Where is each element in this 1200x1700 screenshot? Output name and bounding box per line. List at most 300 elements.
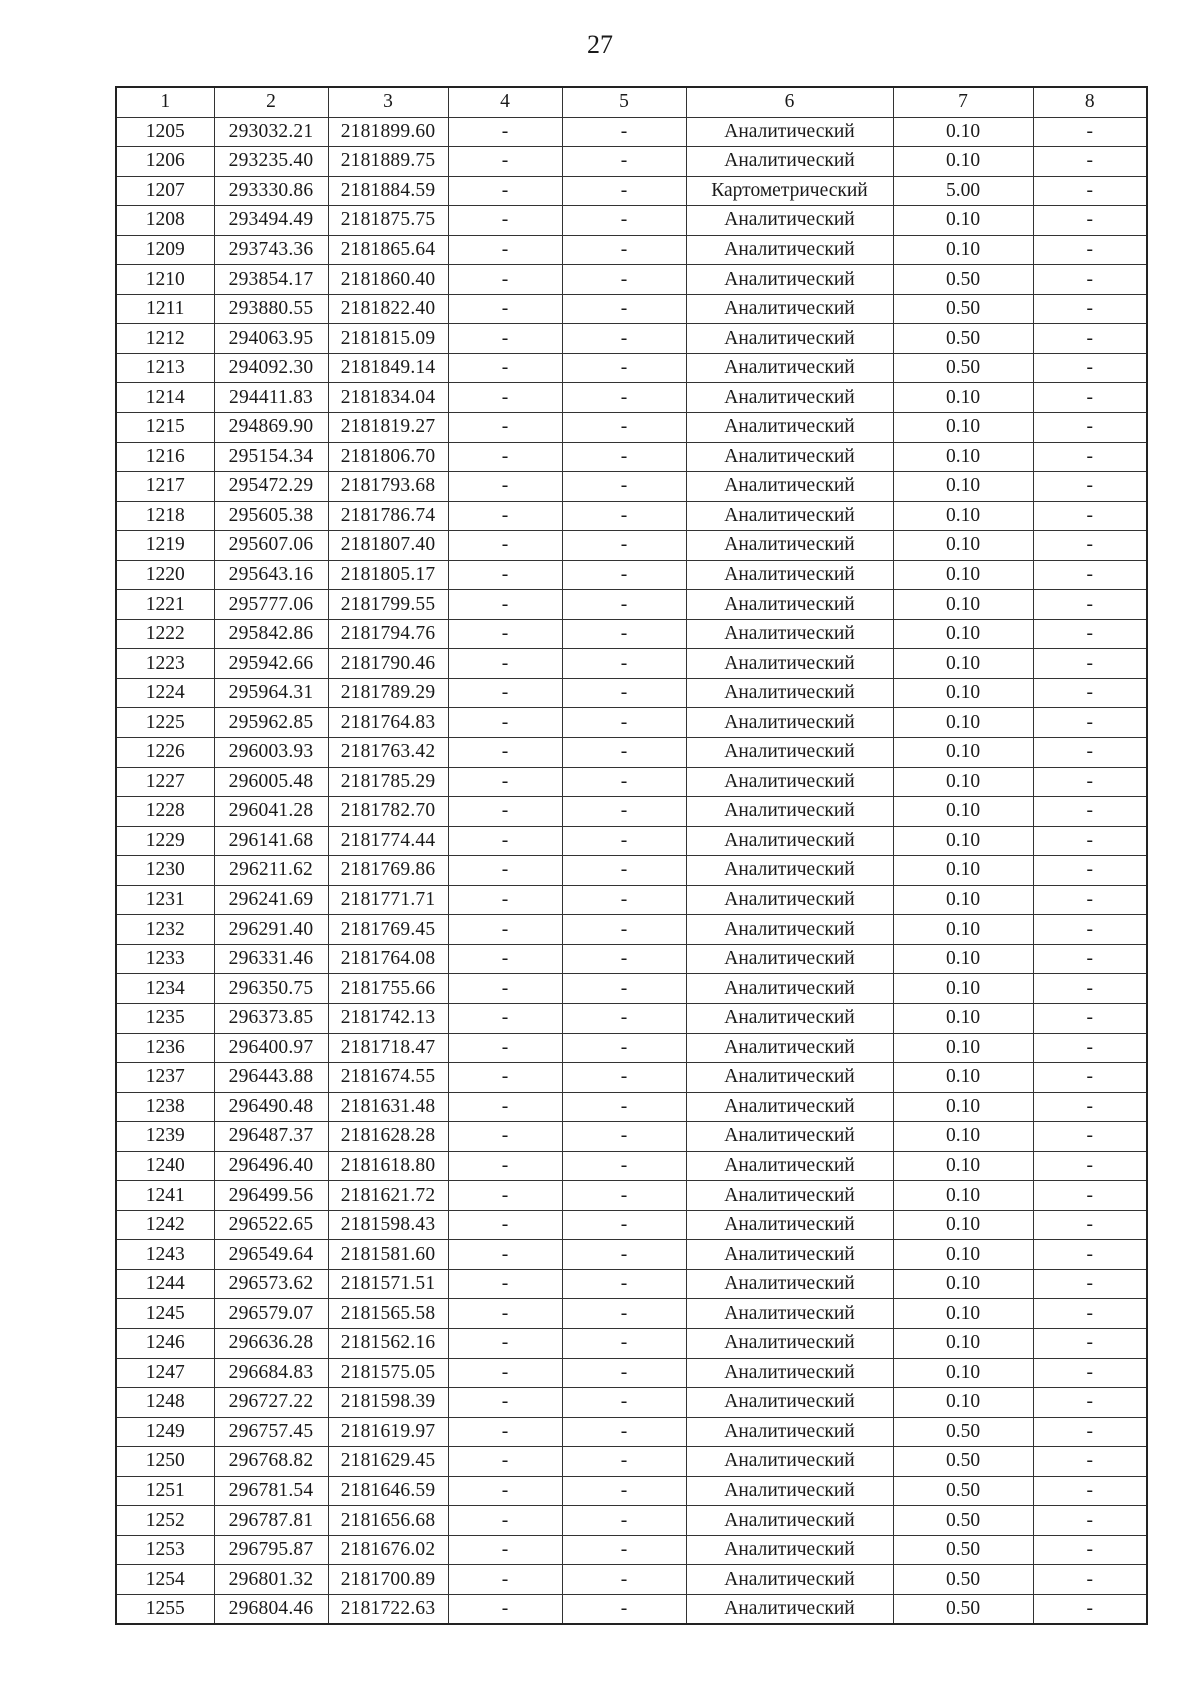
x-coordinate-cell: 296331.46 xyxy=(214,944,328,974)
table-row xyxy=(116,117,1147,147)
method-cell: Аналитический xyxy=(686,353,893,383)
method-cell: Аналитический xyxy=(686,1328,893,1358)
point-number-cell: 1206 xyxy=(116,147,214,177)
table-row xyxy=(116,974,1147,1004)
precision-cell: 0.10 xyxy=(893,619,1033,649)
table-row xyxy=(116,235,1147,265)
method-cell: Аналитический xyxy=(686,856,893,886)
col-5-cell: - xyxy=(562,1388,686,1418)
col-4-cell: - xyxy=(448,1240,562,1270)
precision-cell: 0.50 xyxy=(893,324,1033,354)
table-row xyxy=(116,472,1147,502)
y-coordinate-cell: 2181794.76 xyxy=(328,619,448,649)
x-coordinate-cell: 293743.36 xyxy=(214,235,328,265)
precision-cell: 0.50 xyxy=(893,1594,1033,1624)
x-coordinate-cell: 296804.46 xyxy=(214,1594,328,1624)
col-5-cell: - xyxy=(562,944,686,974)
col-5-cell: - xyxy=(562,442,686,472)
x-coordinate-cell: 296573.62 xyxy=(214,1269,328,1299)
method-cell: Аналитический xyxy=(686,1594,893,1624)
col-8-cell: - xyxy=(1033,1476,1147,1506)
column-header-3: 3 xyxy=(328,87,448,117)
method-cell: Аналитический xyxy=(686,619,893,649)
y-coordinate-cell: 2181771.71 xyxy=(328,885,448,915)
table-row xyxy=(116,324,1147,354)
col-8-cell: - xyxy=(1033,1210,1147,1240)
col-4-cell: - xyxy=(448,531,562,561)
x-coordinate-cell: 295842.86 xyxy=(214,619,328,649)
y-coordinate-cell: 2181834.04 xyxy=(328,383,448,413)
y-coordinate-cell: 2181676.02 xyxy=(328,1535,448,1565)
precision-cell: 0.10 xyxy=(893,856,1033,886)
col-5-cell: - xyxy=(562,649,686,679)
col-5-cell: - xyxy=(562,1122,686,1152)
table-row xyxy=(116,1417,1147,1447)
col-5-cell: - xyxy=(562,413,686,443)
col-4-cell: - xyxy=(448,1358,562,1388)
point-number-cell: 1245 xyxy=(116,1299,214,1329)
table-row xyxy=(116,1063,1147,1093)
table-row xyxy=(116,1328,1147,1358)
column-header-4: 4 xyxy=(448,87,562,117)
table-row xyxy=(116,176,1147,206)
col-8-cell: - xyxy=(1033,1358,1147,1388)
table-row xyxy=(116,944,1147,974)
method-cell: Аналитический xyxy=(686,1240,893,1270)
table-row xyxy=(116,1003,1147,1033)
x-coordinate-cell: 296496.40 xyxy=(214,1151,328,1181)
method-cell: Аналитический xyxy=(686,885,893,915)
col-4-cell: - xyxy=(448,974,562,1004)
x-coordinate-cell: 296684.83 xyxy=(214,1358,328,1388)
col-8-cell: - xyxy=(1033,1535,1147,1565)
precision-cell: 0.10 xyxy=(893,974,1033,1004)
x-coordinate-cell: 296781.54 xyxy=(214,1476,328,1506)
col-8-cell: - xyxy=(1033,413,1147,443)
method-cell: Аналитический xyxy=(686,1063,893,1093)
column-header-5: 5 xyxy=(562,87,686,117)
x-coordinate-cell: 296373.85 xyxy=(214,1003,328,1033)
y-coordinate-cell: 2181722.63 xyxy=(328,1594,448,1624)
col-4-cell: - xyxy=(448,294,562,324)
point-number-cell: 1247 xyxy=(116,1358,214,1388)
col-8-cell: - xyxy=(1033,1033,1147,1063)
point-number-cell: 1250 xyxy=(116,1447,214,1477)
y-coordinate-cell: 2181849.14 xyxy=(328,353,448,383)
col-4-cell: - xyxy=(448,944,562,974)
table-row xyxy=(116,708,1147,738)
col-8-cell: - xyxy=(1033,1594,1147,1624)
y-coordinate-cell: 2181769.45 xyxy=(328,915,448,945)
col-5-cell: - xyxy=(562,1003,686,1033)
precision-cell: 0.10 xyxy=(893,413,1033,443)
point-number-cell: 1219 xyxy=(116,531,214,561)
y-coordinate-cell: 2181764.08 xyxy=(328,944,448,974)
col-5-cell: - xyxy=(562,856,686,886)
y-coordinate-cell: 2181755.66 xyxy=(328,974,448,1004)
point-number-cell: 1244 xyxy=(116,1269,214,1299)
col-5-cell: - xyxy=(562,1476,686,1506)
method-cell: Аналитический xyxy=(686,590,893,620)
x-coordinate-cell: 296801.32 xyxy=(214,1565,328,1595)
col-8-cell: - xyxy=(1033,797,1147,827)
col-5-cell: - xyxy=(562,117,686,147)
table-row xyxy=(116,206,1147,236)
col-8-cell: - xyxy=(1033,324,1147,354)
table-row xyxy=(116,560,1147,590)
point-number-cell: 1212 xyxy=(116,324,214,354)
col-5-cell: - xyxy=(562,1269,686,1299)
col-8-cell: - xyxy=(1033,265,1147,295)
x-coordinate-cell: 296487.37 xyxy=(214,1122,328,1152)
table-row xyxy=(116,1506,1147,1536)
precision-cell: 0.10 xyxy=(893,472,1033,502)
y-coordinate-cell: 2181819.27 xyxy=(328,413,448,443)
point-number-cell: 1251 xyxy=(116,1476,214,1506)
precision-cell: 0.10 xyxy=(893,1003,1033,1033)
x-coordinate-cell: 295607.06 xyxy=(214,531,328,561)
point-number-cell: 1229 xyxy=(116,826,214,856)
point-number-cell: 1235 xyxy=(116,1003,214,1033)
table-row xyxy=(116,1240,1147,1270)
col-5-cell: - xyxy=(562,708,686,738)
x-coordinate-cell: 294092.30 xyxy=(214,353,328,383)
precision-cell: 0.10 xyxy=(893,915,1033,945)
col-5-cell: - xyxy=(562,1565,686,1595)
y-coordinate-cell: 2181806.70 xyxy=(328,442,448,472)
col-8-cell: - xyxy=(1033,1388,1147,1418)
col-4-cell: - xyxy=(448,265,562,295)
precision-cell: 0.10 xyxy=(893,383,1033,413)
x-coordinate-cell: 294411.83 xyxy=(214,383,328,413)
table-body xyxy=(116,117,1147,1624)
point-number-cell: 1220 xyxy=(116,560,214,590)
y-coordinate-cell: 2181700.89 xyxy=(328,1565,448,1595)
col-8-cell: - xyxy=(1033,974,1147,1004)
precision-cell: 0.50 xyxy=(893,294,1033,324)
col-8-cell: - xyxy=(1033,501,1147,531)
y-coordinate-cell: 2181598.43 xyxy=(328,1210,448,1240)
col-4-cell: - xyxy=(448,1181,562,1211)
y-coordinate-cell: 2181889.75 xyxy=(328,147,448,177)
precision-cell: 0.10 xyxy=(893,1181,1033,1211)
point-number-cell: 1208 xyxy=(116,206,214,236)
col-5-cell: - xyxy=(562,501,686,531)
x-coordinate-cell: 296727.22 xyxy=(214,1388,328,1418)
table-row xyxy=(116,147,1147,177)
point-number-cell: 1233 xyxy=(116,944,214,974)
x-coordinate-cell: 296490.48 xyxy=(214,1092,328,1122)
precision-cell: 0.10 xyxy=(893,590,1033,620)
col-5-cell: - xyxy=(562,826,686,856)
col-4-cell: - xyxy=(448,1535,562,1565)
x-coordinate-cell: 293330.86 xyxy=(214,176,328,206)
x-coordinate-cell: 296787.81 xyxy=(214,1506,328,1536)
col-5-cell: - xyxy=(562,1151,686,1181)
page-number: 27 xyxy=(587,30,613,59)
table-row xyxy=(116,826,1147,856)
col-8-cell: - xyxy=(1033,885,1147,915)
y-coordinate-cell: 2181875.75 xyxy=(328,206,448,236)
column-header-6: 6 xyxy=(686,87,893,117)
method-cell: Аналитический xyxy=(686,1565,893,1595)
precision-cell: 0.50 xyxy=(893,1565,1033,1595)
precision-cell: 0.10 xyxy=(893,1092,1033,1122)
precision-cell: 0.10 xyxy=(893,1240,1033,1270)
point-number-cell: 1240 xyxy=(116,1151,214,1181)
x-coordinate-cell: 295154.34 xyxy=(214,442,328,472)
y-coordinate-cell: 2181571.51 xyxy=(328,1269,448,1299)
point-number-cell: 1217 xyxy=(116,472,214,502)
table-row xyxy=(116,856,1147,886)
method-cell: Аналитический xyxy=(686,501,893,531)
col-5-cell: - xyxy=(562,1358,686,1388)
point-number-cell: 1236 xyxy=(116,1033,214,1063)
col-8-cell: - xyxy=(1033,1240,1147,1270)
x-coordinate-cell: 295643.16 xyxy=(214,560,328,590)
y-coordinate-cell: 2181631.48 xyxy=(328,1092,448,1122)
precision-cell: 0.10 xyxy=(893,1299,1033,1329)
col-4-cell: - xyxy=(448,826,562,856)
y-coordinate-cell: 2181575.05 xyxy=(328,1358,448,1388)
precision-cell: 0.10 xyxy=(893,1151,1033,1181)
col-8-cell: - xyxy=(1033,1151,1147,1181)
point-number-cell: 1241 xyxy=(116,1181,214,1211)
col-5-cell: - xyxy=(562,797,686,827)
col-8-cell: - xyxy=(1033,1417,1147,1447)
y-coordinate-cell: 2181764.83 xyxy=(328,708,448,738)
col-8-cell: - xyxy=(1033,619,1147,649)
method-cell: Аналитический xyxy=(686,974,893,1004)
y-coordinate-cell: 2181786.74 xyxy=(328,501,448,531)
point-number-cell: 1211 xyxy=(116,294,214,324)
col-5-cell: - xyxy=(562,619,686,649)
x-coordinate-cell: 296499.56 xyxy=(214,1181,328,1211)
column-header-7: 7 xyxy=(893,87,1033,117)
x-coordinate-cell: 296636.28 xyxy=(214,1328,328,1358)
col-5-cell: - xyxy=(562,560,686,590)
col-5-cell: - xyxy=(562,1328,686,1358)
col-4-cell: - xyxy=(448,915,562,945)
precision-cell: 0.10 xyxy=(893,1122,1033,1152)
col-8-cell: - xyxy=(1033,826,1147,856)
col-5-cell: - xyxy=(562,974,686,1004)
method-cell: Аналитический xyxy=(686,531,893,561)
table-row xyxy=(116,383,1147,413)
x-coordinate-cell: 293854.17 xyxy=(214,265,328,295)
x-coordinate-cell: 293880.55 xyxy=(214,294,328,324)
col-8-cell: - xyxy=(1033,294,1147,324)
col-4-cell: - xyxy=(448,413,562,443)
method-cell: Аналитический xyxy=(686,1417,893,1447)
method-cell: Аналитический xyxy=(686,738,893,768)
table-row xyxy=(116,294,1147,324)
precision-cell: 0.10 xyxy=(893,117,1033,147)
x-coordinate-cell: 296141.68 xyxy=(214,826,328,856)
col-4-cell: - xyxy=(448,1506,562,1536)
precision-cell: 0.10 xyxy=(893,1328,1033,1358)
method-cell: Аналитический xyxy=(686,117,893,147)
table-row xyxy=(116,353,1147,383)
col-4-cell: - xyxy=(448,442,562,472)
table-row xyxy=(116,1594,1147,1624)
col-8-cell: - xyxy=(1033,472,1147,502)
method-cell: Аналитический xyxy=(686,767,893,797)
method-cell: Аналитический xyxy=(686,797,893,827)
col-5-cell: - xyxy=(562,472,686,502)
y-coordinate-cell: 2181629.45 xyxy=(328,1447,448,1477)
col-4-cell: - xyxy=(448,649,562,679)
col-8-cell: - xyxy=(1033,1181,1147,1211)
col-5-cell: - xyxy=(562,915,686,945)
method-cell: Аналитический xyxy=(686,1535,893,1565)
precision-cell: 0.50 xyxy=(893,1506,1033,1536)
col-5-cell: - xyxy=(562,147,686,177)
col-5-cell: - xyxy=(562,1535,686,1565)
col-4-cell: - xyxy=(448,206,562,236)
point-number-cell: 1216 xyxy=(116,442,214,472)
y-coordinate-cell: 2181581.60 xyxy=(328,1240,448,1270)
precision-cell: 0.10 xyxy=(893,501,1033,531)
col-4-cell: - xyxy=(448,560,562,590)
point-number-cell: 1213 xyxy=(116,353,214,383)
precision-cell: 0.50 xyxy=(893,1476,1033,1506)
y-coordinate-cell: 2181621.72 xyxy=(328,1181,448,1211)
point-number-cell: 1207 xyxy=(116,176,214,206)
x-coordinate-cell: 296041.28 xyxy=(214,797,328,827)
x-coordinate-cell: 296443.88 xyxy=(214,1063,328,1093)
y-coordinate-cell: 2181822.40 xyxy=(328,294,448,324)
method-cell: Аналитический xyxy=(686,265,893,295)
col-8-cell: - xyxy=(1033,590,1147,620)
method-cell: Аналитический xyxy=(686,294,893,324)
precision-cell: 0.10 xyxy=(893,531,1033,561)
method-cell: Аналитический xyxy=(686,1122,893,1152)
x-coordinate-cell: 296768.82 xyxy=(214,1447,328,1477)
y-coordinate-cell: 2181860.40 xyxy=(328,265,448,295)
precision-cell: 0.10 xyxy=(893,678,1033,708)
col-5-cell: - xyxy=(562,1210,686,1240)
col-4-cell: - xyxy=(448,1033,562,1063)
table-row xyxy=(116,501,1147,531)
precision-cell: 0.10 xyxy=(893,1388,1033,1418)
x-coordinate-cell: 294869.90 xyxy=(214,413,328,443)
col-4-cell: - xyxy=(448,1122,562,1152)
table-row xyxy=(116,1122,1147,1152)
x-coordinate-cell: 294063.95 xyxy=(214,324,328,354)
precision-cell: 0.10 xyxy=(893,147,1033,177)
method-cell: Аналитический xyxy=(686,413,893,443)
col-8-cell: - xyxy=(1033,1299,1147,1329)
x-coordinate-cell: 296549.64 xyxy=(214,1240,328,1270)
y-coordinate-cell: 2181562.16 xyxy=(328,1328,448,1358)
col-8-cell: - xyxy=(1033,206,1147,236)
precision-cell: 0.10 xyxy=(893,1063,1033,1093)
col-8-cell: - xyxy=(1033,649,1147,679)
method-cell: Аналитический xyxy=(686,1003,893,1033)
method-cell: Аналитический xyxy=(686,206,893,236)
col-8-cell: - xyxy=(1033,235,1147,265)
method-cell: Аналитический xyxy=(686,915,893,945)
col-8-cell: - xyxy=(1033,147,1147,177)
point-number-cell: 1238 xyxy=(116,1092,214,1122)
x-coordinate-cell: 295964.31 xyxy=(214,678,328,708)
x-coordinate-cell: 296522.65 xyxy=(214,1210,328,1240)
table-row xyxy=(116,885,1147,915)
point-number-cell: 1205 xyxy=(116,117,214,147)
col-5-cell: - xyxy=(562,1092,686,1122)
col-4-cell: - xyxy=(448,738,562,768)
y-coordinate-cell: 2181769.86 xyxy=(328,856,448,886)
col-5-cell: - xyxy=(562,1181,686,1211)
point-number-cell: 1215 xyxy=(116,413,214,443)
col-4-cell: - xyxy=(448,1003,562,1033)
x-coordinate-cell: 293235.40 xyxy=(214,147,328,177)
col-4-cell: - xyxy=(448,1594,562,1624)
method-cell: Аналитический xyxy=(686,1181,893,1211)
x-coordinate-cell: 295605.38 xyxy=(214,501,328,531)
method-cell: Аналитический xyxy=(686,1092,893,1122)
table-row xyxy=(116,1210,1147,1240)
x-coordinate-cell: 295472.29 xyxy=(214,472,328,502)
precision-cell: 0.10 xyxy=(893,1269,1033,1299)
table-row xyxy=(116,1151,1147,1181)
point-number-cell: 1222 xyxy=(116,619,214,649)
method-cell: Аналитический xyxy=(686,1447,893,1477)
x-coordinate-cell: 296241.69 xyxy=(214,885,328,915)
precision-cell: 0.10 xyxy=(893,649,1033,679)
col-4-cell: - xyxy=(448,1063,562,1093)
col-5-cell: - xyxy=(562,353,686,383)
col-4-cell: - xyxy=(448,472,562,502)
col-4-cell: - xyxy=(448,176,562,206)
col-4-cell: - xyxy=(448,501,562,531)
table-row xyxy=(116,1447,1147,1477)
col-4-cell: - xyxy=(448,856,562,886)
col-8-cell: - xyxy=(1033,708,1147,738)
y-coordinate-cell: 2181763.42 xyxy=(328,738,448,768)
table-row xyxy=(116,442,1147,472)
col-5-cell: - xyxy=(562,1506,686,1536)
table-row xyxy=(116,413,1147,443)
precision-cell: 0.10 xyxy=(893,797,1033,827)
point-number-cell: 1243 xyxy=(116,1240,214,1270)
x-coordinate-cell: 293032.21 xyxy=(214,117,328,147)
col-4-cell: - xyxy=(448,1299,562,1329)
col-4-cell: - xyxy=(448,797,562,827)
col-4-cell: - xyxy=(448,1565,562,1595)
table-row xyxy=(116,1092,1147,1122)
y-coordinate-cell: 2181618.80 xyxy=(328,1151,448,1181)
method-cell: Аналитический xyxy=(686,1476,893,1506)
method-cell: Аналитический xyxy=(686,678,893,708)
point-number-cell: 1209 xyxy=(116,235,214,265)
point-number-cell: 1228 xyxy=(116,797,214,827)
col-4-cell: - xyxy=(448,1476,562,1506)
table-row xyxy=(116,619,1147,649)
col-4-cell: - xyxy=(448,1151,562,1181)
point-number-cell: 1227 xyxy=(116,767,214,797)
x-coordinate-cell: 296211.62 xyxy=(214,856,328,886)
point-number-cell: 1218 xyxy=(116,501,214,531)
col-5-cell: - xyxy=(562,738,686,768)
table-row xyxy=(116,678,1147,708)
x-coordinate-cell: 296003.93 xyxy=(214,738,328,768)
precision-cell: 0.50 xyxy=(893,1417,1033,1447)
col-4-cell: - xyxy=(448,590,562,620)
point-number-cell: 1231 xyxy=(116,885,214,915)
header-row xyxy=(116,87,1147,117)
